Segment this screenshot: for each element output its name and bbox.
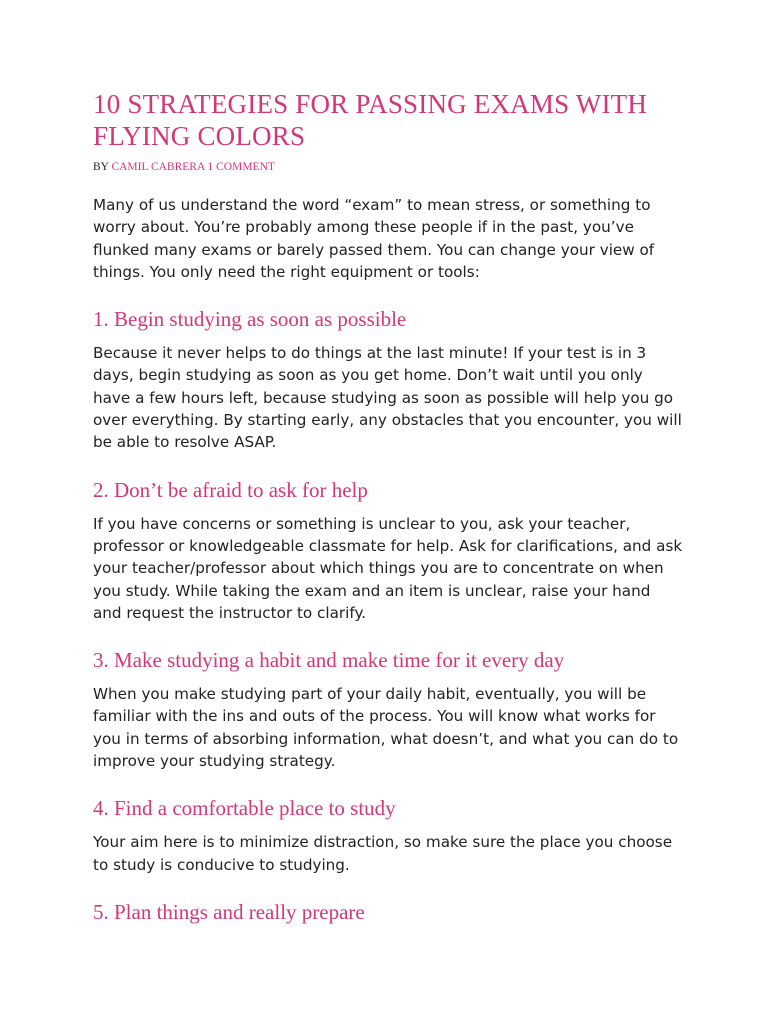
section-5: [93, 899, 683, 925]
section-heading: 5. Plan things and really prepare: [93, 899, 365, 924]
section-2: [93, 477, 683, 624]
byline-prefix: BY: [93, 161, 109, 173]
section-4: [93, 795, 683, 876]
section-3: [93, 647, 683, 772]
section-heading: 3. Make studying a habit and make time for it every day: [93, 648, 565, 673]
section-body: Because it never helps to do things at the last minute! If your test is in 3 days, begin studying as soon as you get home. Don’t wait until you only have a few hours left, because studying as soon as possible will help you go over everything. By starting early, any obstacles that you encounter, you will be able to resolve ASAP.: [93, 344, 682, 452]
comments-link[interactable]: 1 COMMENT: [207, 161, 275, 173]
section-heading: 1. Begin studying as soon as possible: [93, 307, 407, 332]
article-title: 10 STRATEGIES FOR PASSING EXAMS WITH FLYING COLORS: [93, 89, 648, 151]
section-body: Your aim here is to minimize distraction, so make sure the place you choose to study is conducive to studying.: [93, 833, 673, 874]
section-heading: 2. Don’t be afraid to ask for help: [93, 477, 368, 502]
intro-paragraph: Many of us understand the word “exam” to mean stress, or something to worry about. You’re probably among these people if in the past, you’ve flunked many exams or barely passed them. You can change your view of things. You only need the right equipment or tools:: [93, 196, 655, 281]
section-body: If you have concerns or something is unclear to you, ask your teacher, professor or knowledgeable classmate for help. Ask for clarifications, and ask your teacher/professor about which things you are to concentrate on when you study. While taking the exam and an item is unclear, raise your hand and request the instructor to clarify.: [93, 514, 683, 622]
section-1: [93, 306, 683, 453]
section-heading: 4. Find a comfortable place to study: [93, 796, 396, 821]
author-link[interactable]: CAMIL CABRERA: [111, 161, 205, 173]
byline: [93, 160, 683, 174]
section-body: When you make studying part of your daily habit, eventually, you will be familiar with the ins and outs of the process. You will know what works for you in terms of absorbing information, what doesn’t, and what you can do to improve your studying strategy.: [93, 685, 679, 771]
article: [93, 88, 683, 925]
